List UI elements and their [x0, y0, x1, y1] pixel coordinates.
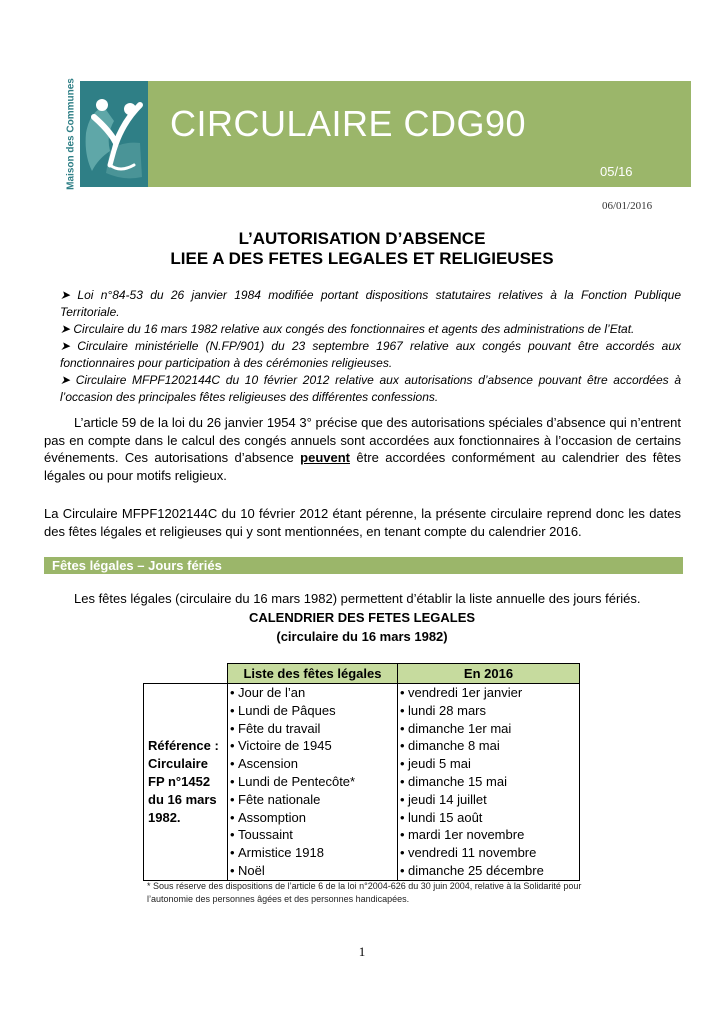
document-date: 06/01/2016 — [602, 200, 653, 212]
section-intro: Les fêtes légales (circulaire du 16 mars 1982) permettent d’établir la liste annuelle des jours fériés. — [74, 591, 641, 606]
reference-item: ➤ Loi n°84-53 du 26 janvier 1984 modifiée portant dispositions statutaires relatives à la Fonction Publique Territoriale. — [60, 288, 681, 319]
list-item: • lundi 15 août — [400, 809, 577, 827]
holiday-list-cell — [228, 684, 398, 881]
page-number: 1 — [358, 944, 366, 959]
list-item: • Jour de l’an — [230, 684, 395, 702]
circular-number: 05/16 — [600, 164, 633, 179]
paragraph-article-59: L’article 59 de la loi du 26 janvier 1954 3° précise que des autorisations spéciales d’absence qui n’entrent pas en compte dans le calcul des congés annuels sont accordées aux fonctionnaires à l’occasion de certains événements. Ces autorisations d’absence peuvent être accordées conformément au calendrier des fêtes légales ou pour motifs religieux. — [44, 415, 681, 483]
holiday-table — [143, 663, 580, 881]
list-item: • Lundi de Pentecôte* — [230, 773, 395, 791]
column-header-holidays: Liste des fêtes légales — [228, 664, 398, 684]
calendar-title: CALENDRIER DES FETES LEGALES — [248, 610, 476, 625]
list-item: • Armistice 1918 — [230, 844, 395, 862]
table-corner — [144, 664, 228, 684]
reference-cell: Référence : Circulaire FP n°1452 du 16 mars 1982. — [144, 684, 228, 881]
legal-references — [60, 287, 681, 406]
list-item: • Victoire de 1945 — [230, 737, 395, 755]
list-item: • Lundi de Pâques — [230, 702, 395, 720]
list-item: • dimanche 25 décembre — [400, 862, 577, 880]
list-item: • vendredi 11 novembre — [400, 844, 577, 862]
reference-item: ➤ Circulaire MFPF1202144C du 10 février 2012 relative aux autorisations d’absence pouvant être accordées à l’occasion des principales fêtes religieuses des différentes confessions. — [60, 373, 681, 404]
logo-icon — [80, 81, 148, 187]
list-item: • jeudi 14 juillet — [400, 791, 577, 809]
document-title-line2: LIEE A DES FETES LEGALES ET RELIGIEUSES — [170, 249, 554, 268]
dates-list-cell — [397, 684, 579, 881]
table-row — [144, 684, 580, 881]
document-title-line1: L’AUTORISATION D’ABSENCE — [238, 229, 486, 248]
list-item: • Assomption — [230, 809, 395, 827]
list-item: • mardi 1er novembre — [400, 826, 577, 844]
logo-caption — [62, 78, 80, 190]
list-item: • dimanche 15 mai — [400, 773, 577, 791]
column-header-2016: En 2016 — [397, 664, 579, 684]
list-item: • Fête du travail — [230, 720, 395, 738]
list-item: • Noël — [230, 862, 395, 880]
list-item: • vendredi 1er janvier — [400, 684, 577, 702]
footnote: * Sous réserve des dispositions de l’article 6 de la loi n°2004-626 du 30 juin 2004, relative à la Solidarité pour l’autonomie des personnes âgées et des personnes handicapées. — [147, 881, 582, 904]
list-item: • Fête nationale — [230, 791, 395, 809]
emphasis-word: peuvent — [300, 450, 350, 465]
list-item: • dimanche 1er mai — [400, 720, 577, 738]
calendar-subtitle: (circulaire du 16 mars 1982) — [276, 629, 448, 644]
table-header-row — [144, 664, 580, 684]
paragraph-circular: La Circulaire MFPF1202144C du 10 février 2012 étant pérenne, la présente circulaire reprend donc les dates des fêtes légales et religieuses qui y sont mentionnées, en tenant compte du calendrier 2016. — [44, 506, 681, 539]
list-item: • Ascension — [230, 755, 395, 773]
circular-title: CIRCULAIRE CDG90 — [170, 103, 527, 144]
list-item: • jeudi 5 mai — [400, 755, 577, 773]
list-item: • Toussaint — [230, 826, 395, 844]
reference-item: ➤ Circulaire du 16 mars 1982 relative aux congés des fonctionnaires et agents des administrations de l’Etat. — [60, 322, 635, 336]
section-heading: Fêtes légales – Jours fériés — [44, 557, 683, 574]
logo-text: Maison des Communes — [65, 78, 77, 190]
list-item: • dimanche 8 mai — [400, 737, 577, 755]
list-item: • lundi 28 mars — [400, 702, 577, 720]
reference-item: ➤ Circulaire ministérielle (N.FP/901) du 23 septembre 1967 relative aux congés pouvant être accordés aux fonctionnaires pour participation à des cérémonies religieuses. — [60, 339, 681, 370]
